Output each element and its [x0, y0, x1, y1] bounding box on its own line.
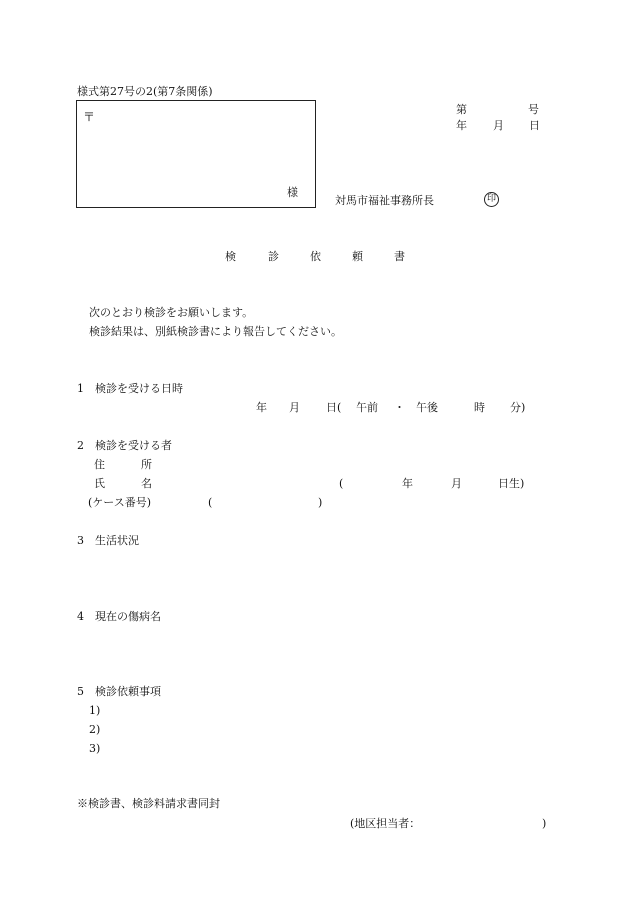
enclosure-note: ※検診書、検診料請求書同封 [77, 797, 220, 810]
doc-number-prefix: 第 [456, 103, 467, 116]
name-label-b: 名 [141, 477, 152, 490]
request-item-3: 3) [89, 742, 101, 755]
birthdate-open-paren: ( [339, 477, 344, 490]
request-item-1: 1) [89, 704, 101, 717]
seal-mark: 印 [484, 192, 499, 207]
intro-line-1: 次のとおり検診をお願いします。 [89, 306, 254, 319]
title-char-2: 診 [268, 250, 279, 263]
doc-number-suffix: 号 [528, 103, 539, 116]
case-number-label: (ケース番号) [88, 496, 152, 509]
address-label-a: 住 [94, 458, 105, 471]
exam-time-separator: ・ [394, 401, 405, 414]
exam-date-day: 日( [326, 401, 342, 414]
case-number-open-paren: ( [208, 496, 213, 509]
section-5-heading: 5 検診依頼事項 [77, 685, 161, 698]
birthdate-month: 月 [451, 477, 462, 490]
issuer-name: 対馬市福祉事務所長 [335, 194, 434, 207]
form-id: 様式第27号の2(第7条関係) [77, 85, 213, 98]
officer-close-paren: ) [542, 817, 547, 830]
doc-date-month: 月 [493, 119, 504, 132]
exam-time-hour: 時 [474, 401, 485, 414]
postal-mark: 〒 [83, 110, 96, 124]
address-box [76, 100, 316, 208]
exam-date-month: 月 [289, 401, 300, 414]
birthdate-year: 年 [402, 477, 413, 490]
section-4-heading: 4 現在の傷病名 [77, 610, 161, 623]
section-2-heading: 2 検診を受ける者 [77, 439, 172, 452]
name-label-a: 氏 [94, 477, 105, 490]
title-char-4: 頼 [352, 250, 363, 263]
exam-date-year: 年 [256, 401, 267, 414]
section-1-heading: 1 検診を受ける日時 [77, 382, 183, 395]
intro-line-2: 検診結果は、別紙検診書により報告してください。 [89, 325, 342, 338]
exam-time-pm: 午後 [416, 401, 438, 414]
address-label-b: 所 [141, 458, 152, 471]
title-char-3: 依 [310, 250, 321, 263]
title-char-1: 検 [225, 250, 236, 263]
recipient-honorific: 様 [287, 186, 298, 199]
section-3-heading: 3 生活状況 [77, 534, 139, 547]
exam-time-am: 午前 [356, 401, 378, 414]
birthdate-day: 日生) [498, 477, 525, 490]
request-item-2: 2) [89, 723, 101, 736]
officer-label: (地区担当者： [350, 817, 421, 830]
doc-date-year: 年 [456, 119, 467, 132]
case-number-close-paren: ) [318, 496, 323, 509]
exam-time-minute: 分) [510, 401, 526, 414]
doc-date-day: 日 [529, 119, 540, 132]
title-char-5: 書 [394, 250, 405, 263]
